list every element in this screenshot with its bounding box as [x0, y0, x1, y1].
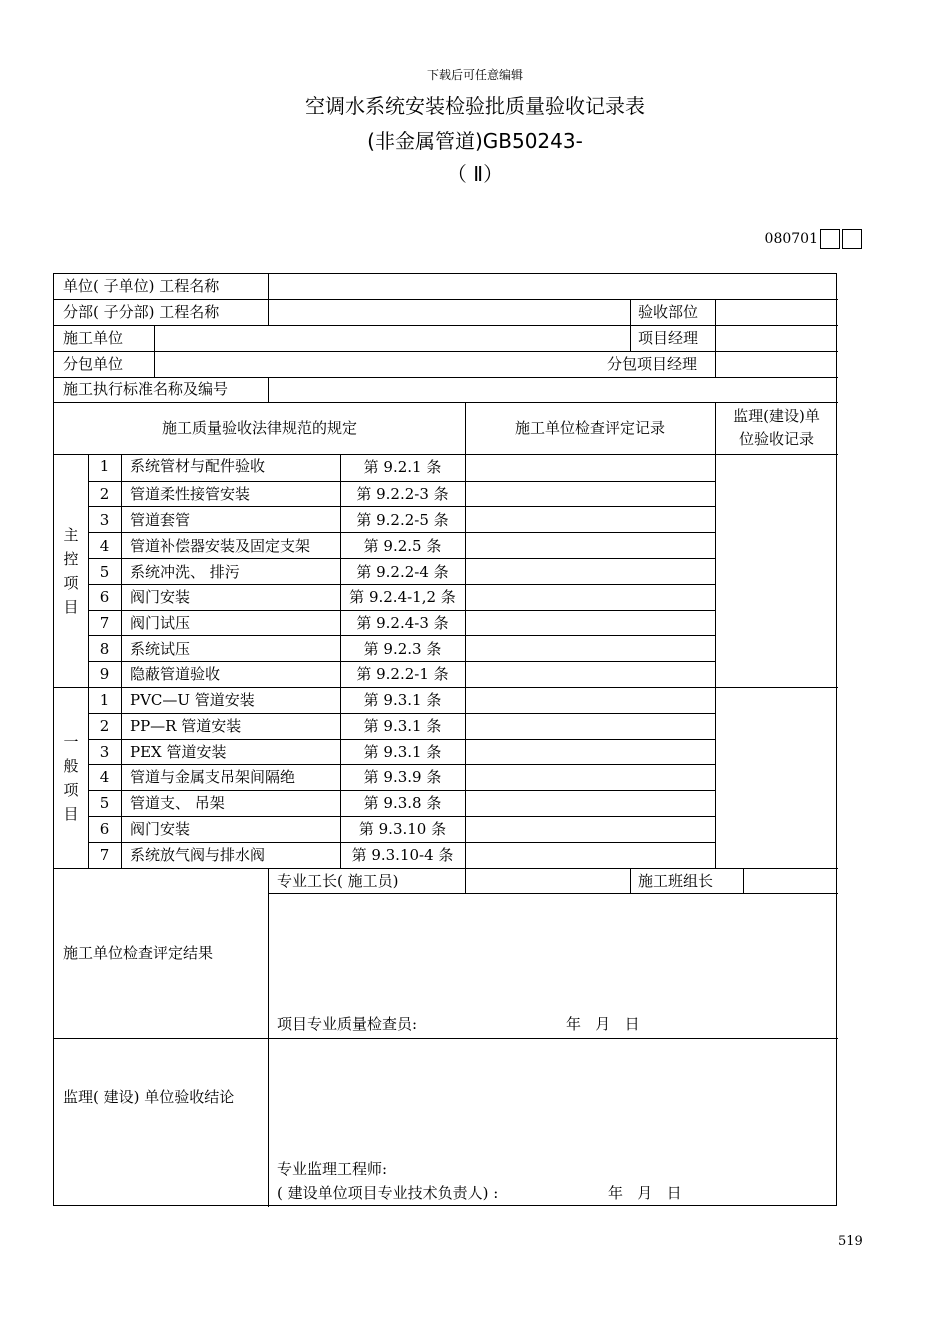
- sub-pm-label: 分包项目经理: [607, 355, 698, 373]
- contractor-label: 施工单位: [63, 329, 124, 347]
- check-result-field[interactable]: [270, 895, 836, 1010]
- form-code-number: 080701: [764, 231, 818, 247]
- subcontractor-field[interactable]: [156, 353, 596, 376]
- standard-label: 施工执行标准名称及编号: [63, 380, 229, 398]
- unit-project-label: 单位( 子单位) 工程名称: [63, 277, 220, 295]
- team-leader-label: 施工班组长: [638, 872, 714, 890]
- inspector-label: 项目专业质量检查员:: [277, 1015, 418, 1033]
- team-leader-field[interactable]: [745, 870, 836, 892]
- form-part: （ Ⅱ）: [446, 162, 504, 186]
- form-title: 空调水系统安装检验批质量验收记录表: [305, 94, 645, 118]
- acceptance-part-field[interactable]: [717, 301, 836, 324]
- contractor-field[interactable]: [156, 327, 628, 350]
- inspection-date: 年 月 日: [566, 1015, 640, 1033]
- supervisor-engineer-label: 专业监理工程师:: [277, 1160, 388, 1178]
- form-subtitle: (非金属管道)GB50243-: [367, 129, 583, 153]
- foreman-field[interactable]: [467, 870, 628, 892]
- sub-project-field[interactable]: [270, 301, 628, 324]
- general-group-label: 一 般 项 目: [63, 733, 79, 823]
- subcontractor-label: 分包单位: [63, 355, 124, 373]
- supervisor-header-line1: 监理(建设)单: [733, 407, 820, 425]
- code-box-1[interactable]: [820, 229, 840, 249]
- acceptance-table: 单位( 子单位) 工程名称 分部( 子分部) 工程名称 验收部位 施工单位 项目经理 分包单位 分包项目经理 施工执行标准名称及编号 施工质量验收法律规范的规定 施工单位检查评定记录 监理(建设)单 位验收记录 主 控 项 目 1 系统管材与配件验收 第 9.2.1 条 2 管道柔性接管安装 第 9.2.2-3 条 3 管道套管 第 9.2.2-5 条 4 管道补偿器安装及固定支架 第 9.2.5 条 5 系统冲洗、 排污 第 9.2.2-4 条 6 阀门安装 第 9.2.4-1,2 条 7 阀门试压 第 9.2.4-3 条 8 系统试压 第 9.2.3 条 9 隐蔽管道验收 第 9.2.2-1 条 一 般 项 目 1 PVC—U 管道安装 第 9.3.1 条 2 PP—R 管道安装 第 9.3.1 条 3 PEX 管道安装 第 9.3.1 条 4 管道与金属支吊架间隔绝 第 9.3.9 条 5 管道支、 吊架 第 9.3.8 条 6 阀门安装 第 9.3.10 条 7 系统放气阀与排水阀 第 9.3.10-4 条 专业工长( 施工员) 施工班组长 施工单位检查评定结果 项目专业质量检查员: 年 月 日 监理( 建设) 单位验收结论 专业监理工程师: ( 建设单位项目专业技术负责人) : 年 月 日: [53, 273, 837, 1206]
- check-result-label: 施工单位检查评定结果: [63, 944, 214, 962]
- sub-project-label: 分部( 子分部) 工程名称: [63, 303, 220, 321]
- foreman-label: 专业工长( 施工员): [277, 872, 399, 890]
- supervisor-record-header: [715, 405, 838, 451]
- project-manager-field[interactable]: [717, 327, 836, 350]
- standard-field[interactable]: [270, 378, 836, 401]
- project-manager-label: 项目经理: [638, 329, 699, 347]
- unit-project-field[interactable]: [270, 275, 836, 298]
- header-note: 下载后可任意编辑: [426, 68, 523, 82]
- supervisor-date: 年 月 日: [608, 1184, 682, 1202]
- acceptance-part-label: 验收部位: [638, 303, 699, 321]
- supervisor-header-line2: 位验收记录: [738, 430, 814, 448]
- page-number: 519: [838, 1234, 863, 1249]
- supervisor-conclusion-label: 监理( 建设) 单位验收结论: [63, 1088, 235, 1106]
- main-control-group-label: 主 控 项 目: [63, 526, 79, 616]
- form-code: [765, 229, 862, 249]
- regulation-header: 施工质量验收法律规范的规定: [161, 419, 357, 437]
- contractor-record-header: 施工单位检查评定记录: [514, 419, 665, 437]
- supervisor-conclusion-field[interactable]: [270, 1040, 836, 1150]
- owner-rep-label: ( 建设单位项目专业技术负责人) :: [277, 1184, 499, 1202]
- code-box-2[interactable]: [842, 229, 862, 249]
- sub-pm-field[interactable]: [717, 353, 836, 376]
